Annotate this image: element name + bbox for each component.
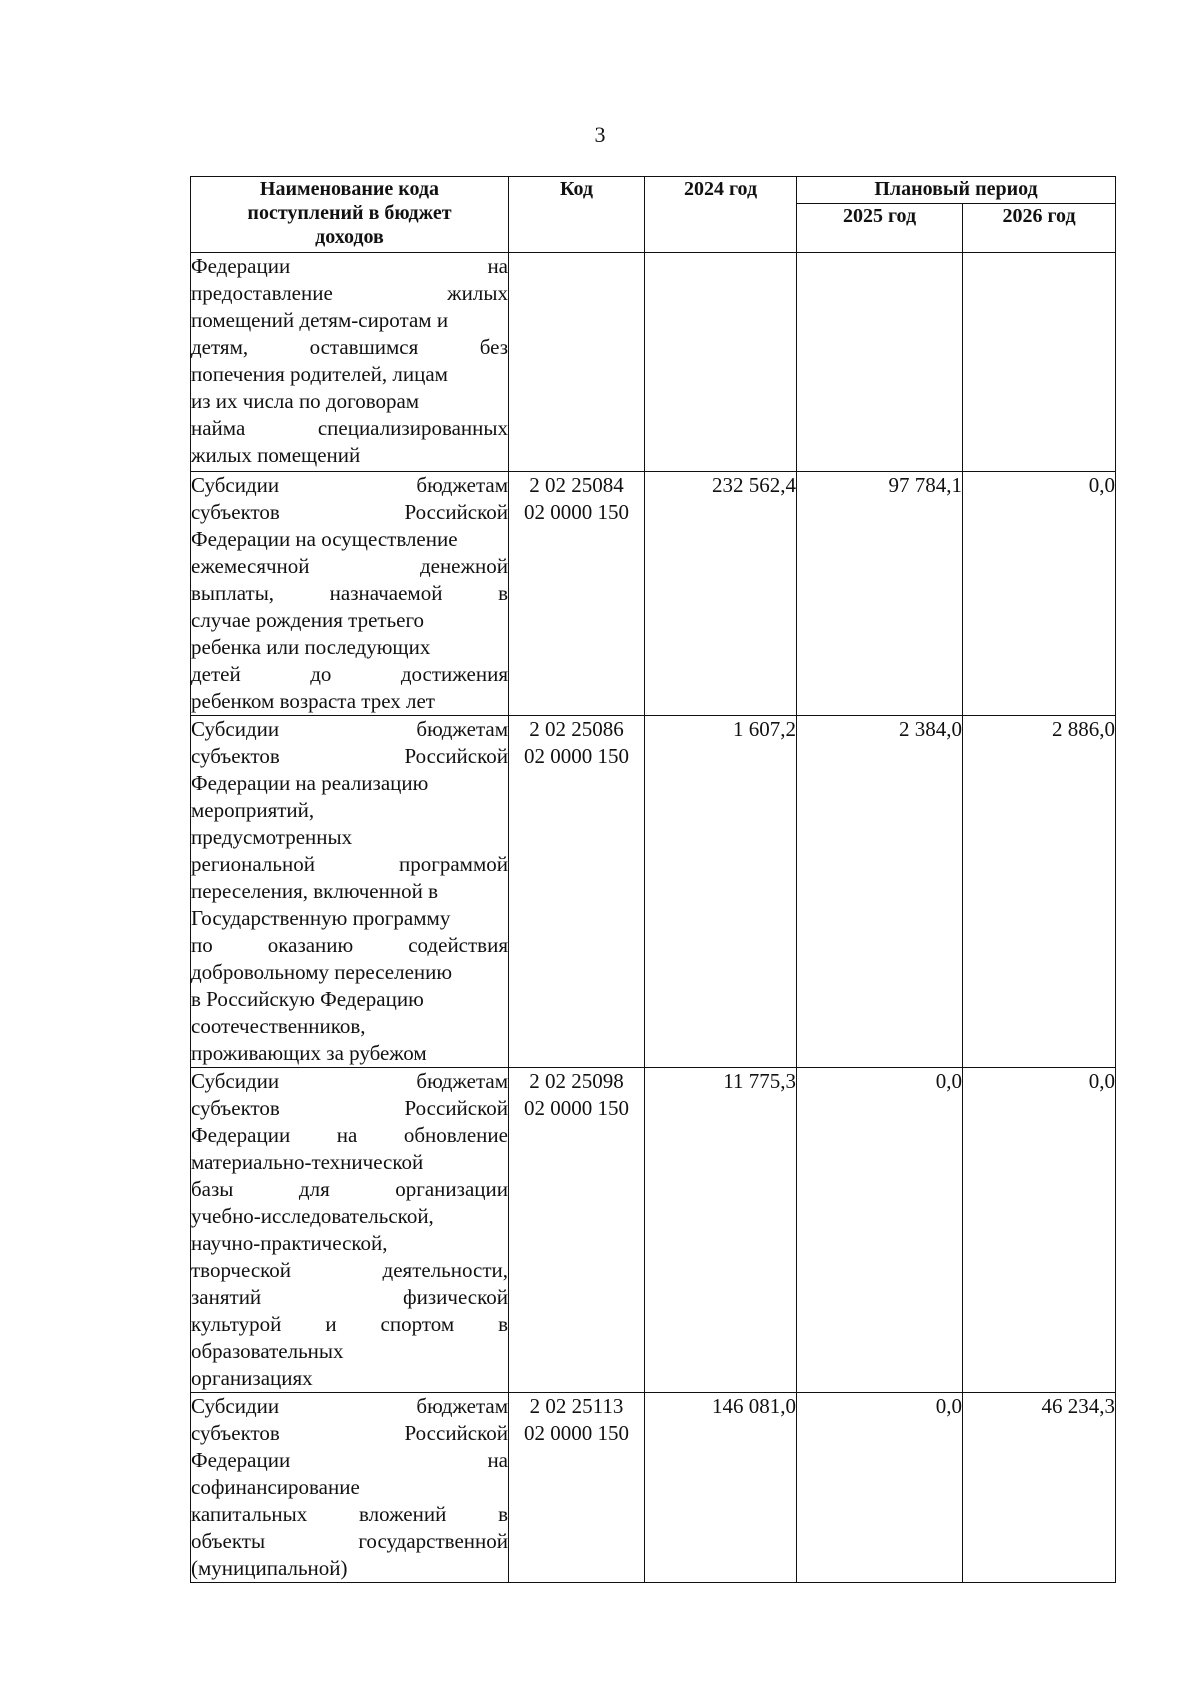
name-line	[191, 307, 508, 334]
header-name	[191, 177, 509, 253]
name-line	[191, 442, 508, 469]
name-word: капитальных	[191, 1502, 308, 1526]
name-word: на	[487, 1448, 508, 1472]
table-row	[191, 1393, 1116, 1583]
name-word: Российской	[404, 500, 508, 524]
name-word: субъектов	[191, 1421, 280, 1445]
name-word: бюджетам	[416, 1069, 508, 1093]
name-word: базы	[191, 1177, 234, 1201]
name-word: Российской	[404, 1096, 508, 1120]
name-word: субъектов	[191, 744, 280, 768]
name-word: занятий	[191, 1285, 262, 1309]
name-word: попечения родителей, лицам	[191, 362, 448, 386]
name-word: оставшимся	[309, 335, 419, 359]
row-code-cell	[509, 253, 645, 472]
name-line	[191, 1013, 508, 1040]
name-word: предусмотренных	[191, 825, 353, 849]
header-row-top	[191, 177, 1116, 204]
name-word: для	[298, 1177, 330, 1201]
row-value-2025: 0,0	[797, 1393, 963, 1583]
name-word: деятельности,	[382, 1258, 508, 1282]
table-row	[191, 716, 1116, 1068]
row-name-cell	[191, 472, 509, 716]
name-word: Федерации на осуществление	[191, 527, 458, 551]
name-word: объекты	[191, 1529, 266, 1553]
name-word: жилых	[447, 281, 508, 305]
name-line	[191, 1393, 508, 1420]
name-word: детям,	[191, 335, 249, 359]
name-word: бюджетам	[416, 473, 508, 497]
table-row	[191, 253, 1116, 472]
row-value-2025: 2 384,0	[797, 716, 963, 1068]
code-line: 2 02 25098	[529, 1069, 624, 1093]
name-line	[191, 634, 508, 661]
name-line	[191, 415, 508, 442]
name-line	[191, 1501, 508, 1528]
row-value-2026	[963, 253, 1116, 472]
name-word: учебно-исследовательской,	[191, 1204, 434, 1228]
row-value-2024: 1 607,2	[645, 716, 797, 1068]
header-planned-period: Плановый период	[797, 177, 1116, 204]
name-word: в	[498, 1502, 508, 1526]
name-word: в	[498, 1312, 508, 1336]
name-word: денежной	[419, 554, 508, 578]
name-line	[191, 253, 508, 280]
name-word: организациях	[191, 1366, 313, 1390]
name-word: назначаемой	[329, 581, 443, 605]
name-line	[191, 472, 508, 499]
name-word: выплаты,	[191, 581, 275, 605]
table-row	[191, 472, 1116, 716]
name-word: бюджетам	[416, 1394, 508, 1418]
row-value-2026: 2 886,0	[963, 716, 1116, 1068]
code-line: 2 02 25084	[529, 473, 624, 497]
name-word: специализированных	[317, 416, 508, 440]
name-line	[191, 905, 508, 932]
name-word: организации	[395, 1177, 508, 1201]
code-line: 02 0000 150	[524, 500, 629, 524]
name-line	[191, 1149, 508, 1176]
row-name-cell	[191, 253, 509, 472]
name-word: по	[191, 933, 213, 957]
name-word: Субсидии	[191, 1394, 280, 1418]
name-line	[191, 770, 508, 797]
name-line	[191, 1176, 508, 1203]
name-word: образовательных	[191, 1339, 344, 1363]
row-value-2025	[797, 253, 963, 472]
header-name-line: поступлений в бюджет	[247, 202, 452, 224]
row-code-cell	[509, 716, 645, 1068]
table-body	[191, 253, 1116, 1583]
header-2024: 2024 год	[645, 177, 797, 253]
header-name-line: доходов	[315, 226, 384, 248]
name-word: ребенком возраста трех лет	[191, 689, 435, 713]
name-word: мероприятий,	[191, 798, 315, 822]
name-word: на	[336, 1123, 358, 1147]
row-name-cell	[191, 1068, 509, 1393]
name-word: творческой	[191, 1258, 292, 1282]
table-row	[191, 1068, 1116, 1393]
name-line	[191, 824, 508, 851]
name-line	[191, 661, 508, 688]
name-line	[191, 1311, 508, 1338]
name-line	[191, 743, 508, 770]
row-code-cell	[509, 1068, 645, 1393]
name-line	[191, 986, 508, 1013]
name-word: Государственную программу	[191, 906, 451, 930]
name-word: переселения, включенной в	[191, 879, 438, 903]
name-line	[191, 361, 508, 388]
row-value-2026: 0,0	[963, 472, 1116, 716]
name-line	[191, 334, 508, 361]
name-word: без	[479, 335, 508, 359]
code-line: 2 02 25113	[529, 1394, 624, 1418]
code-line: 2 02 25086	[529, 717, 624, 741]
name-word: добровольному переселению	[191, 960, 453, 984]
name-line	[191, 1474, 508, 1501]
name-line	[191, 1068, 508, 1095]
name-word: спортом	[380, 1312, 455, 1336]
row-code-cell	[509, 1393, 645, 1583]
name-line	[191, 1420, 508, 1447]
name-line	[191, 526, 508, 553]
name-line	[191, 499, 508, 526]
name-line	[191, 959, 508, 986]
name-line	[191, 1284, 508, 1311]
row-name-cell	[191, 716, 509, 1068]
name-word: Российской	[404, 1421, 508, 1445]
name-word: научно-практической,	[191, 1231, 388, 1255]
name-word: проживающих за рубежом	[191, 1041, 427, 1065]
name-word: субъектов	[191, 1096, 280, 1120]
row-value-2024: 11 775,3	[645, 1068, 797, 1393]
name-line	[191, 932, 508, 959]
name-line	[191, 1257, 508, 1284]
name-word: содействия	[408, 933, 508, 957]
code-line: 02 0000 150	[524, 1421, 629, 1445]
name-word: в	[498, 581, 508, 605]
name-line	[191, 1338, 508, 1365]
name-word: в Российскую Федерацию	[191, 987, 424, 1011]
name-word: культурой	[191, 1312, 282, 1336]
name-word: помещений детям-сиротам и	[191, 308, 449, 332]
row-value-2024: 146 081,0	[645, 1393, 797, 1583]
row-value-2025: 0,0	[797, 1068, 963, 1393]
name-word: ежемесячной	[191, 554, 310, 578]
name-word: Федерации	[191, 254, 291, 278]
name-word: Федерации на реализацию	[191, 771, 429, 795]
name-word: Федерации	[191, 1448, 291, 1472]
name-line	[191, 1365, 508, 1392]
name-word: из их числа по договорам	[191, 389, 420, 413]
budget-revenue-table	[190, 176, 1116, 1583]
name-word: Субсидии	[191, 473, 280, 497]
name-line	[191, 1203, 508, 1230]
name-word: найма	[191, 416, 246, 440]
name-line	[191, 280, 508, 307]
name-line	[191, 580, 508, 607]
row-name-cell	[191, 1393, 509, 1583]
name-word: Субсидии	[191, 1069, 280, 1093]
row-value-2026: 0,0	[963, 1068, 1116, 1393]
name-line	[191, 797, 508, 824]
row-value-2024	[645, 253, 797, 472]
name-line	[191, 1555, 508, 1582]
page-number: 3	[594, 122, 606, 147]
name-word: ребенка или последующих	[191, 635, 431, 659]
name-line	[191, 1122, 508, 1149]
name-line	[191, 716, 508, 743]
name-word: оказанию	[267, 933, 354, 957]
name-word: субъектов	[191, 500, 280, 524]
header-2025: 2025 год	[797, 204, 963, 253]
code-line: 02 0000 150	[524, 1096, 629, 1120]
name-line	[191, 388, 508, 415]
name-word: случае рождения третьего	[191, 608, 425, 632]
name-word: программой	[399, 852, 508, 876]
row-value-2024: 232 562,4	[645, 472, 797, 716]
name-word: (муниципальной)	[191, 1556, 348, 1580]
name-line	[191, 688, 508, 715]
name-word: региональной	[191, 852, 315, 876]
name-word: на	[487, 254, 508, 278]
name-word: соотечественников,	[191, 1014, 366, 1038]
name-line	[191, 1528, 508, 1555]
name-word: Субсидии	[191, 717, 280, 741]
header-2026: 2026 год	[963, 204, 1116, 253]
name-line	[191, 1040, 508, 1067]
name-word: бюджетам	[416, 717, 508, 741]
name-word: физической	[403, 1285, 508, 1309]
name-line	[191, 1230, 508, 1257]
name-line	[191, 553, 508, 580]
row-value-2026: 46 234,3	[963, 1393, 1116, 1583]
name-word: государственной	[358, 1529, 508, 1553]
name-word: софинансирование	[191, 1475, 360, 1499]
row-code-cell	[509, 472, 645, 716]
name-word: детей	[191, 662, 241, 686]
name-line	[191, 878, 508, 905]
name-word: Российской	[404, 744, 508, 768]
row-value-2025: 97 784,1	[797, 472, 963, 716]
name-word: обновление	[403, 1123, 508, 1147]
name-word: Федерации	[191, 1123, 291, 1147]
code-line: 02 0000 150	[524, 744, 629, 768]
header-name-line: Наименование кода	[259, 178, 440, 200]
name-word: и	[325, 1312, 337, 1336]
name-line	[191, 851, 508, 878]
name-line	[191, 607, 508, 634]
name-word: предоставление	[191, 281, 333, 305]
name-line	[191, 1447, 508, 1474]
name-line	[191, 1095, 508, 1122]
name-word: до	[310, 662, 332, 686]
name-word: жилых помещений	[191, 443, 361, 467]
name-word: материально-технической	[191, 1150, 424, 1174]
name-word: достижения	[400, 662, 508, 686]
header-code: Код	[509, 177, 645, 253]
name-word: вложений	[358, 1502, 447, 1526]
